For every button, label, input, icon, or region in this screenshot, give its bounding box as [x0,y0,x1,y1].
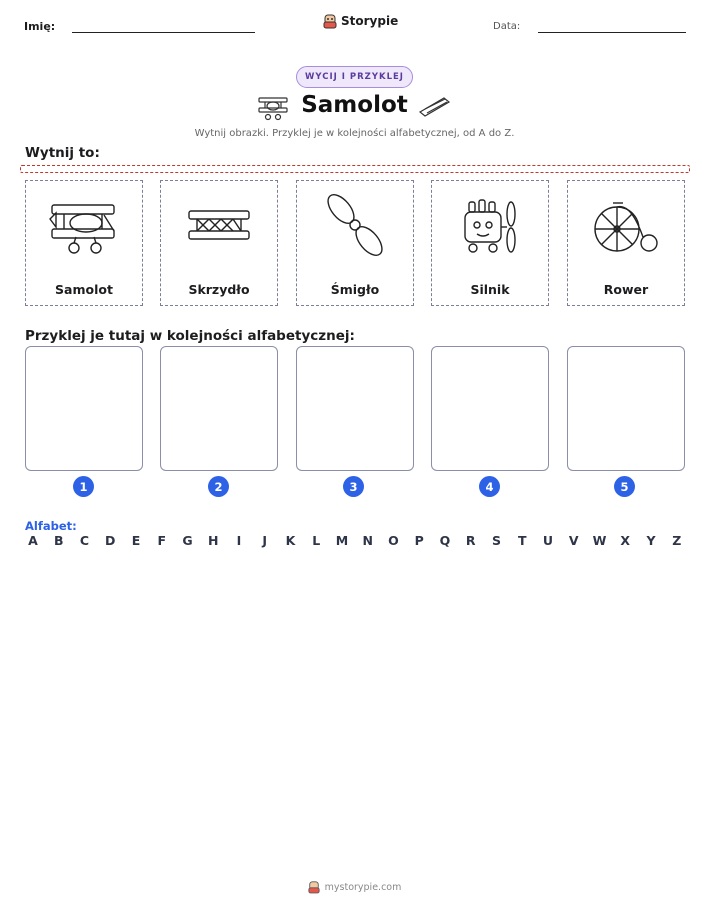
instruction-text: Wytnij obrazki. Przyklej je w kolejności alfabetycznej, od A do Z. [194,128,515,139]
cut-card-smiglo[interactable] [296,180,414,306]
wing-icon [417,94,451,120]
paste-box-3[interactable] [296,346,414,471]
alphabet-letter: X [620,533,631,548]
alphabet-letter: Z [672,533,682,548]
paste-section-label: Przyklej je tutaj w kolejności alfabetycznej: [25,328,355,344]
alphabet-letter: I [236,533,242,548]
cut-card-samolot[interactable] [25,180,143,306]
alphabet-letter: A [28,533,38,548]
slot-number-1: 1 [73,476,94,497]
penny-farthing-icon [591,193,661,257]
footer-url: mystorypie.com [324,881,402,893]
wing-icon [185,205,253,245]
alphabet-letter: L [312,533,321,548]
alphabet-letter: H [208,533,219,548]
alphabet-row [25,533,685,548]
card-label: Skrzydło [188,282,250,297]
card-label: Śmigło [330,282,380,297]
alphabet-letter: R [465,533,476,548]
cut-section-label: Wytnij to: [25,145,100,161]
activity-badge: WYCIJ I PRZYKLEJ [296,66,413,88]
alphabet-letter: S [491,533,501,548]
brand-logo [323,13,398,29]
biplane-icon [46,193,122,257]
alphabet-letter: P [414,533,424,548]
alphabet-letter: J [262,533,268,548]
alphabet-letter: Q [439,533,451,548]
propeller-icon [320,190,390,260]
alphabet-letter: Y [646,533,656,548]
worksheet-header [0,0,709,50]
paste-box-4[interactable] [431,346,549,471]
cut-line [20,165,690,173]
card-label: Samolot [55,282,113,297]
alphabet-letter: T [517,533,527,548]
paste-box-5[interactable] [567,346,685,471]
alphabet-letter: U [542,533,554,548]
slot-number-3: 3 [343,476,364,497]
card-label: Silnik [470,282,510,297]
card-label: Rower [603,282,649,297]
cut-card-rower[interactable] [567,180,685,306]
date-label: Data: [493,21,521,32]
alphabet-letter: N [362,533,373,548]
alphabet-letter: K [285,533,296,548]
cut-card-skrzydlo[interactable] [160,180,278,306]
alphabet-label: Alfabet: [25,519,77,533]
alphabet-letter: O [388,533,399,548]
slot-number-4: 4 [479,476,500,497]
paste-box-2[interactable] [160,346,278,471]
storypie-mascot-icon [323,13,337,29]
storypie-mascot-icon [308,880,320,894]
page-title: Samolot [301,92,408,118]
footer [0,880,709,894]
alphabet-letter: V [568,533,579,548]
title-row [0,92,709,124]
paste-box-1[interactable] [25,346,143,471]
engine-icon [457,192,523,258]
alphabet-letter: W [592,533,607,548]
alphabet-letter: F [157,533,167,548]
slot-number-5: 5 [614,476,635,497]
brand-name: Storypie [341,14,399,28]
cut-card-silnik[interactable] [431,180,549,306]
date-line [538,32,686,33]
slot-number-2: 2 [208,476,229,497]
name-label: Imię: [24,20,56,33]
alphabet-letter: D [105,533,116,548]
alphabet-letter: M [335,533,349,548]
alphabet-letter: G [182,533,193,548]
alphabet-letter: B [53,533,64,548]
alphabet-letter: C [79,533,90,548]
alphabet-letter: E [131,533,141,548]
name-line [72,32,255,33]
